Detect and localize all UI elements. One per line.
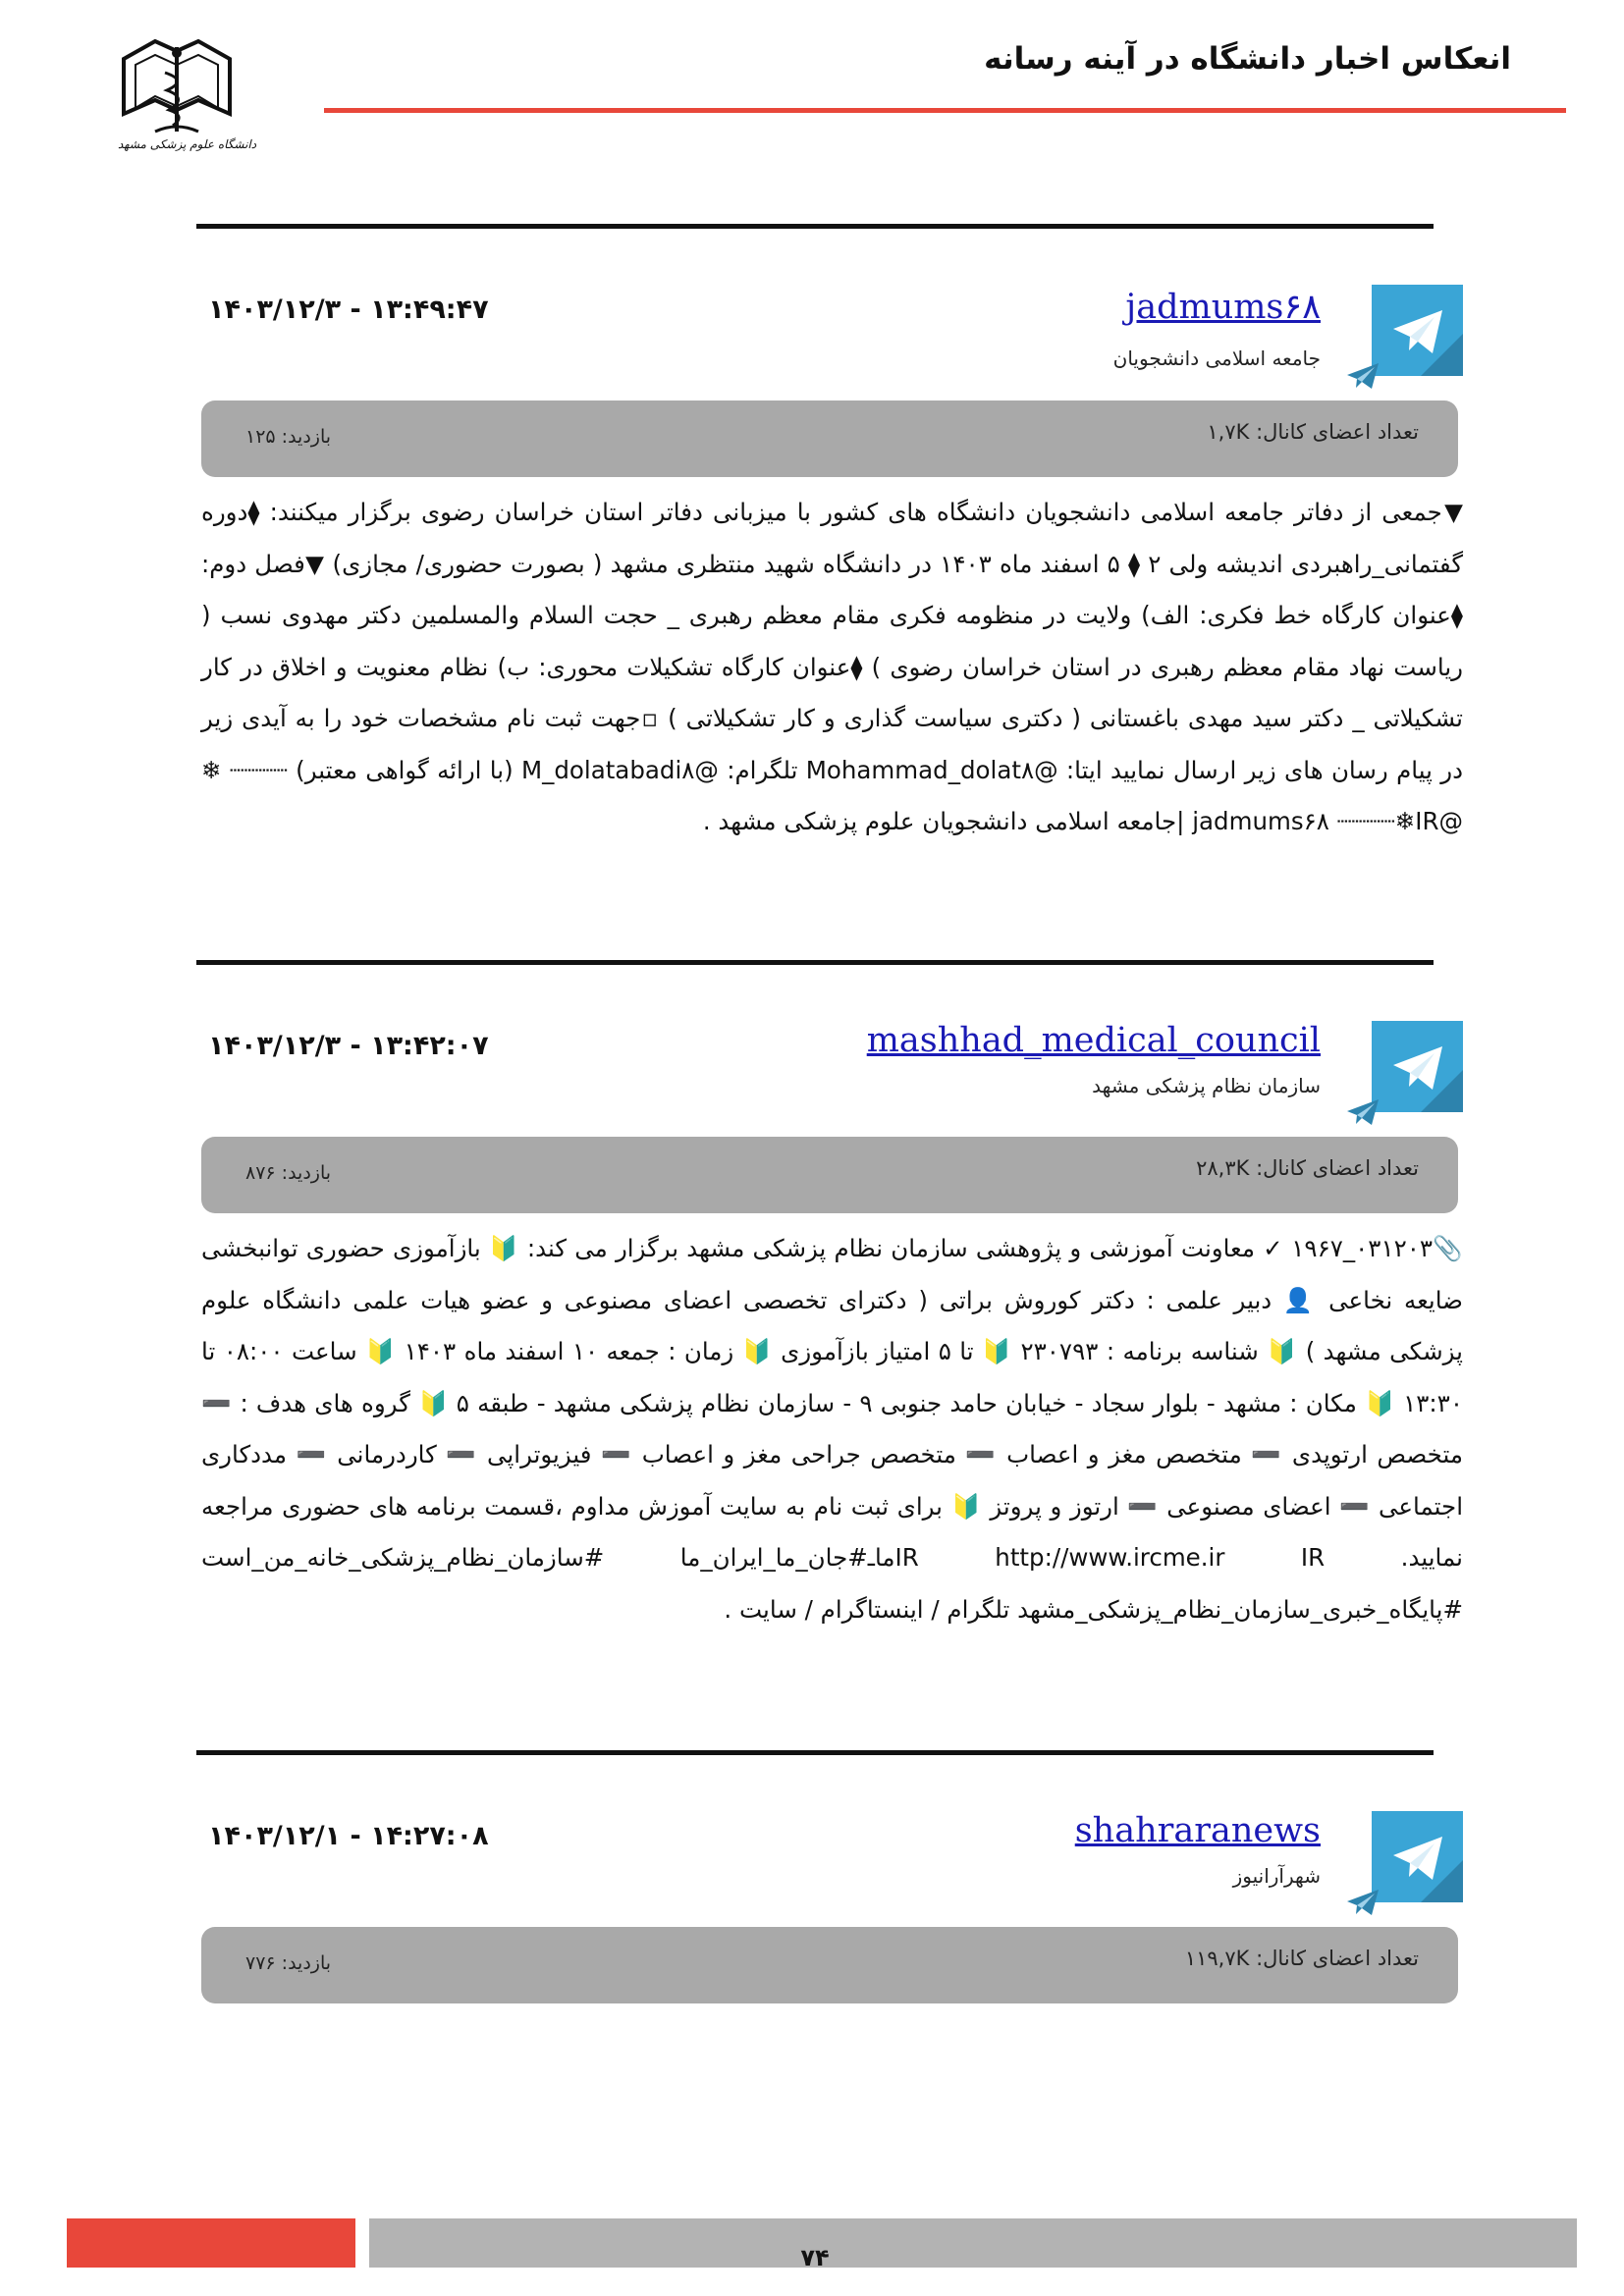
channel-subtitle: سازمان نظام پزشکی مشهد <box>1092 1074 1321 1097</box>
telegram-icon <box>1372 1021 1463 1112</box>
telegram-icon <box>1372 285 1463 376</box>
post-info-bar <box>201 400 1458 477</box>
post-divider <box>196 960 1434 965</box>
post-views: بازدید: ۷۷۶ <box>245 1952 332 1974</box>
channel-subtitle: جامعه اسلامی دانشجویان <box>1112 347 1321 370</box>
telegram-small-icon <box>1346 361 1380 391</box>
page-title: انعکاس اخبار دانشگاه در آینه رسانه <box>984 41 1511 77</box>
footer-red-bar <box>67 2218 355 2268</box>
footer-gray-bar <box>369 2218 1577 2268</box>
channel-link[interactable]: mashhad_medical_council <box>866 1021 1321 1060</box>
post-body: 📎۰۳۱۲۰۳_۱۹۶۷ ✓ معاونت آموزشی و پژوهشی سازمان نظام پزشکی مشهد برگزار می کند: 🔰 بازآموزی حضوری توانبخشی ضایعه نخاعی 👤 دبیر علمی : دکتر کوروش براتی ( دکترای تخصصی اعضای مصنوعی و عضو هیات علمی دانشگاه علوم پزشکی مشهد ) 🔰 شناسه برنامه : ۲۳۰۷۹۳ 🔰 تا ۵ امتیاز بازآموزی 🔰 زمان : جمعه ۱۰ اسفند ماه ۱۴۰۳ 🔰 ساعت ۰۸:۰۰ تا ۱۳:۳۰ 🔰 مکان : مشهد - بلوار سجاد - خیابان حامد جنوبی ۹ - سازمان نظام پزشکی مشهد - طبقه ۵ 🔰 گروه های هدف : ➖ متخصص ارتوپدی ➖ متخصص مغز و اعصاب ➖ متخصص جراحی مغز و اعصاب ➖ فیزیوتراپی ➖ کاردرمانی ➖ مددکاری اجتماعی ➖ اعضای مصنوعی ➖ ارتوز و پروتز 🔰 برای ثبت نام به سایت آموزش مداوم ،قسمت برنامه های حضوری مراجعه نمایید. IR http://www.ircme.ir IRماـ#جان_ما_ایران_ما #سازمان_نظام_پزشکی_خانه_من_است #پایگاه_خبری_سازمان_نظام_پزشکی_مشهد تلگرام / اینستاگرام / سایت . <box>201 1234 1463 1624</box>
post-info-bar <box>201 1927 1458 2003</box>
post-info-bar <box>201 1137 1458 1213</box>
telegram-small-icon <box>1346 1888 1380 1917</box>
post-datetime: ۱۴۰۳/۱۲/۳ - ۱۳:۴۲:۰۷ <box>208 1031 489 1061</box>
post-datetime: ۱۴۰۳/۱۲/۳ - ۱۳:۴۹:۴۷ <box>208 294 489 325</box>
channel-members: تعداد اعضای کانال: ۱۱۹,۷K <box>1184 1947 1419 1970</box>
post-datetime: ۱۴۰۳/۱۲/۱ - ۱۴:۲۷:۰۸ <box>208 1821 489 1851</box>
channel-subtitle: شهرآرانیوز <box>1232 1864 1321 1888</box>
channel-members: تعداد اعضای کانال: ۱,۷K <box>1207 420 1419 444</box>
post-divider <box>196 224 1434 229</box>
telegram-small-icon <box>1346 1097 1380 1127</box>
page-number: ۷۴ <box>800 2244 830 2271</box>
post-body: ▼جمعی از دفاتر جامعه اسلامی دانشجویان دانشگاه های کشور با میزبانی دفاتر استان خراسان رضوی برگزار میکنند: ⧫دوره گفتمانی_راهبردی اندیشه ولی ۲ ⧫ ۵ اسفند ماه ۱۴۰۳ در دانشگاه شهید منتظری مشهد ( بصورت حضوری/ مجازی) ▼فصل دوم: ⧫عنوان کارگاه خط فکری: الف) ولایت در منظومه فکری مقام معظم رهبری _ حجت السلام والمسلمین دکتر مهدوی نسب ( ریاست نهاد مقام معظم رهبری در استان خراسان رضوی ) ⧫عنوان کارگاه تشکیلات محوری: ب) نظام معنویت و اخلاق در کار تشکیلاتی _ دکتر سید مهدی باغستانی ( دکتری سیاست گذاری و کار تشکیلاتی ) ▫جهت ثبت نام مشخصات خود را به آیدی زیر در پیام رسان های زیر ارسال نمایید ایتا: @Mohammad_dolat۸ تلگرام: @M_dolatabadi۸ (با ارائه گواهی معتبر) ┈┈┈┈ ❄ @jadmums۶۸ ┈┈┈┈❄IR |جامعه اسلامی دانشجویان علوم پزشکی مشهد . <box>201 498 1463 835</box>
telegram-icon <box>1372 1811 1463 1902</box>
header-divider <box>324 108 1566 113</box>
channel-link[interactable]: jadmums۶۸ <box>1125 288 1321 327</box>
channel-members: تعداد اعضای کانال: ۲۸,۳K <box>1196 1156 1419 1180</box>
post-views: بازدید: ۱۲۵ <box>245 426 332 448</box>
logo-caption: دانشگاه علوم پزشکی مشهد <box>118 137 257 151</box>
channel-link[interactable]: shahraranews <box>1074 1811 1321 1850</box>
post-views: بازدید: ۸۷۶ <box>245 1162 332 1184</box>
post-divider <box>196 1750 1434 1755</box>
